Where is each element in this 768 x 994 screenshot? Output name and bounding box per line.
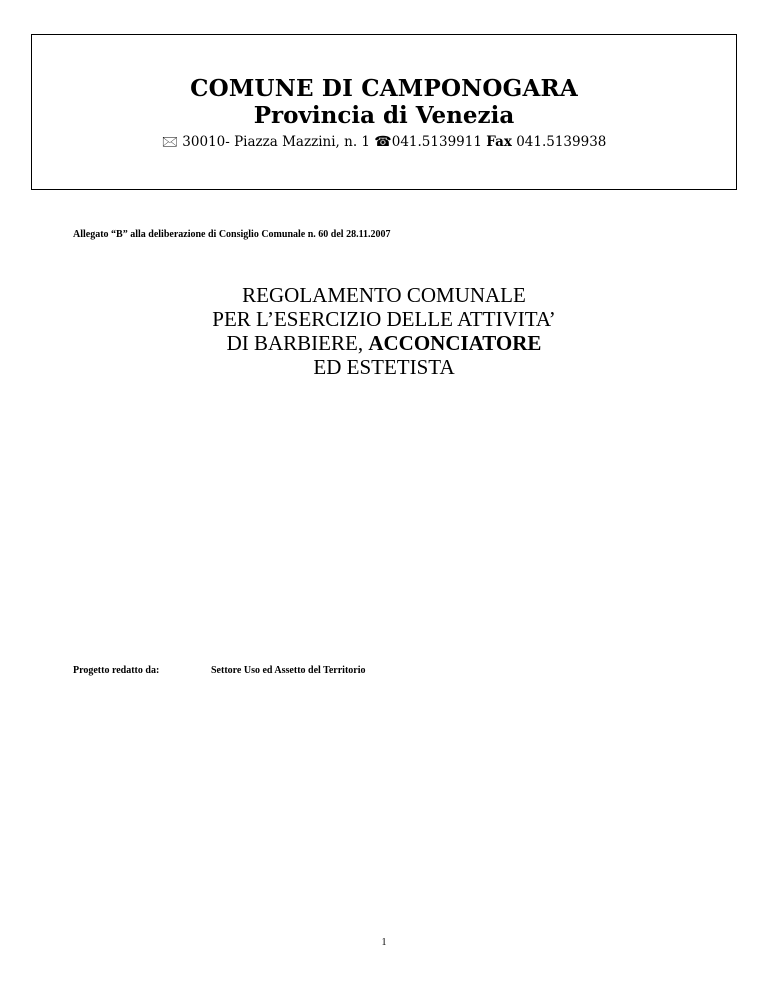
title-line-1: REGOLAMENTO COMUNALE: [242, 283, 526, 307]
letterhead-box: [31, 34, 737, 190]
contact-line: [32, 133, 736, 151]
municipality-name: COMUNE DI CAMPONOGARA: [190, 75, 578, 102]
title-line-3-prefix: DI BARBIERE,: [226, 331, 369, 355]
telephone-icon: ☎: [374, 134, 392, 150]
title-line-3: [0, 331, 768, 355]
title-line-2: PER L’ESERCIZIO DELLE ATTIVITA’: [212, 307, 556, 331]
address-text: 30010- Piazza Mazzini, n. 1: [182, 134, 370, 150]
project-author: Settore Uso ed Assetto del Territorio: [211, 665, 366, 676]
project-label: Progetto redatto da:: [73, 665, 160, 676]
fax-label: Fax: [486, 134, 512, 150]
province-name: Provincia di Venezia: [253, 102, 515, 129]
fax-number: 041.5139938: [516, 134, 607, 150]
title-line-3-bold: ACCONCIATORE: [368, 331, 542, 355]
envelope-icon: 🖂: [161, 134, 178, 150]
phone-number: 041.5139911: [391, 134, 482, 150]
regulation-title: [0, 283, 768, 379]
annex-note: Allegato “B” alla deliberazione di Consiglio Comunale n. 60 del 28.11.2007: [73, 229, 391, 240]
page-number: 1: [381, 937, 387, 948]
title-line-4: ED ESTETISTA: [313, 355, 455, 379]
